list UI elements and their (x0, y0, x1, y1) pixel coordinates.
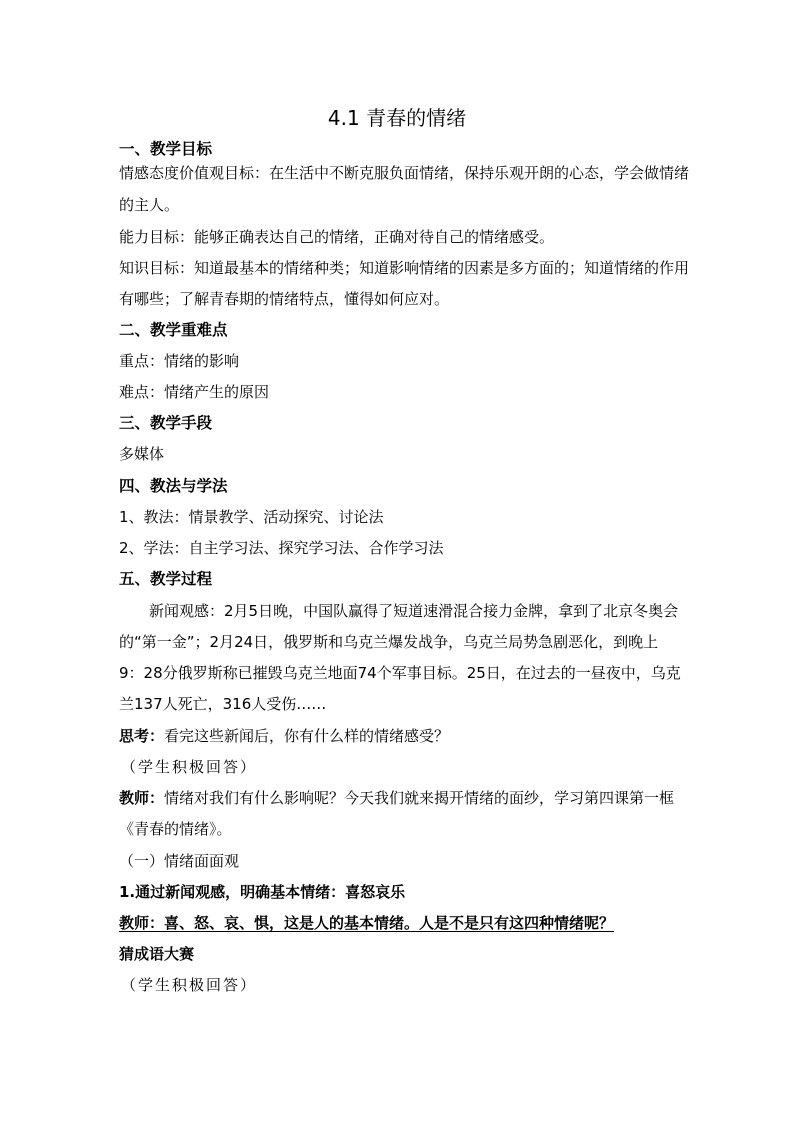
news-paragraph-line4: 兰137人死亡，316人受伤…… (119, 695, 327, 713)
goal-emotion-line1: 情感态度价值观目标：在生活中不断克服负面情绪，保持乐观开朗的心态，学会做情绪 (119, 164, 690, 182)
key-point: 重点：情绪的影响 (119, 352, 240, 370)
teacher-statement (119, 788, 674, 808)
subsection-heading: （一）情绪面面观 (119, 852, 240, 870)
goal-knowledge-line1: 知识目标：知道最基本的情绪种类；知道影响情绪的因素是多方面的；知道情绪的作用 (119, 259, 690, 277)
goal-ability: 能力目标：能够正确表达自己的情绪，正确对待自己的情绪感受。 (119, 228, 555, 246)
student-answer-note-2: （学生积极回答） (121, 976, 258, 994)
activity-title: 猜成语大赛 (119, 945, 195, 963)
section-heading-methods: 四、教法与学法 (119, 477, 228, 495)
think-question (119, 726, 449, 746)
section-heading-means: 三、教学手段 (119, 414, 213, 432)
page-title: 4.1 青春的情绪 (327, 106, 467, 130)
learning-method: 2、学法：自主学习法、探究学习法、合作学习法 (119, 539, 444, 557)
teaching-means: 多媒体 (119, 445, 165, 463)
difficult-point: 难点：情绪产生的原因 (119, 383, 270, 401)
section-heading-goals: 一、教学目标 (119, 140, 213, 158)
teaching-method: 1、教法：情景教学、活动探究、讨论法 (119, 508, 384, 526)
news-paragraph-line2: 的“第一金”；2月24日，俄罗斯和乌克兰爆发战争，乌克兰局势急剧恶化，到晚上 (119, 633, 659, 651)
student-answer-note: （学生积极回答） (121, 758, 258, 776)
goal-emotion-line2: 的主人。 (119, 196, 180, 214)
point-heading: 1.通过新闻观感，明确基本情绪：喜怒哀乐 (119, 883, 406, 901)
news-paragraph-line1: 新闻观感：2月5日晚，中国队赢得了短道速滑混合接力金牌，拿到了北京冬奥会 (149, 602, 679, 620)
think-text: 看完这些新闻后，你有什么样的情绪感受？ (164, 727, 450, 745)
teacher-text: 情绪对我们有什么影响呢？今天我们就来揭开情绪的面纱，学习第四课第一框 (164, 789, 675, 807)
teacher-label: 教师： (119, 789, 165, 807)
section-heading-key-points: 二、教学重难点 (119, 321, 228, 339)
news-paragraph-line3: 9：28分俄罗斯称已摧毁乌克兰地面74个军事目标。25日，在过去的一昼夜中，乌克 (119, 664, 681, 682)
goal-knowledge-line2: 有哪些；了解青春期的情绪特点，懂得如何应对。 (119, 290, 450, 308)
teacher-emphasis-line: 教师：喜、怒、哀、惧，这是人的基本情绪。人是不是只有这四种情绪呢？ (119, 914, 615, 932)
think-label: 思考： (119, 727, 165, 745)
section-heading-process: 五、教学过程 (119, 570, 213, 588)
teacher-statement-cont: 《青春的情绪》。 (119, 820, 232, 838)
